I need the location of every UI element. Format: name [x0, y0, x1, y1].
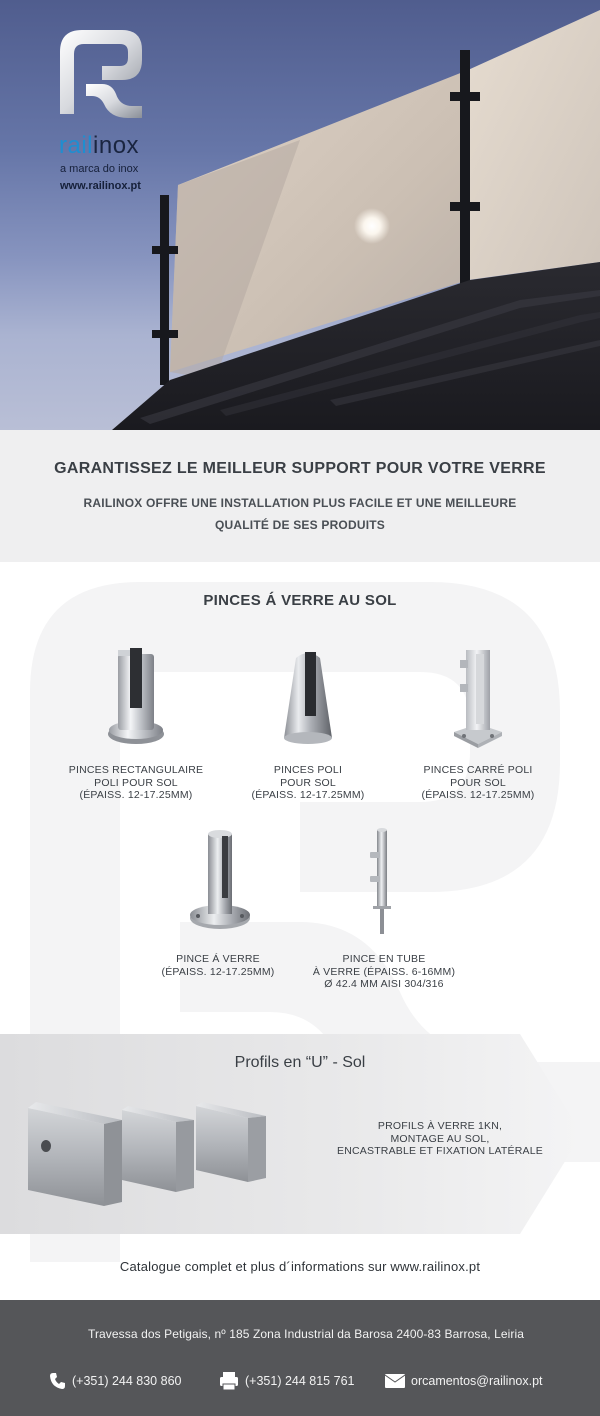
footer-email-address: orcamentos@railinox.pt	[411, 1374, 543, 1388]
profils-band	[0, 1034, 600, 1234]
catalogue-info-link[interactable]: Catalogue complet et plus d´informations sur www.railinox.pt	[119, 1259, 481, 1274]
brand-name-part2: inox	[93, 132, 140, 159]
footer-phone[interactable]	[50, 1371, 181, 1391]
footer-email[interactable]	[385, 1371, 543, 1391]
headline-band	[0, 430, 600, 562]
profils-u-channel-image	[26, 1098, 276, 1210]
fax-icon	[219, 1371, 239, 1391]
product-label-glass-clamp: PINCE Á VERRE (ÉPAISS. 12-17.25MM)	[161, 953, 275, 978]
footer-address: Travessa dos Petigais, nº 185 Zona Industrial da Barosa 2400-83 Barrosa, Leiria	[87, 1327, 525, 1341]
brand-tagline: a marca do inox	[60, 163, 139, 175]
product-image-glass-clamp	[188, 828, 252, 932]
product-label-rectangular-clamp: PINCES RECTANGULAIRE POLI POUR SOL (ÉPAISS. 12-17.25MM)	[68, 764, 204, 801]
product-label-tube-clamp: PINCE EN TUBE À VERRE (ÉPAISS. 6-16MM) Ø 42.4 MM AISI 304/316	[312, 953, 456, 990]
profils-description: PROFILS À VERRE 1KN, MONTAGE AU SOL, ENCASTRABLE ET FIXATION LATÉRALE	[337, 1120, 543, 1157]
hero-banner	[0, 0, 600, 430]
brand-website-link[interactable]: www.railinox.pt	[60, 180, 141, 192]
product-label-polished-clamp: PINCES POLI POUR SOL (ÉPAISS. 12-17.25MM)	[251, 764, 365, 801]
profils-title: Profils en “U” - Sol	[234, 1054, 366, 1071]
footer-phone-number: (+351) 244 830 860	[72, 1374, 182, 1388]
railinox-logo-mark	[52, 26, 148, 118]
product-image-tube-clamp	[368, 826, 396, 938]
headline-subtitle: RAILINOX OFFRE UNE INSTALLATION PLUS FACILE ET UNE MEILLEURE QUALITÉ DE SES PRODUITS	[83, 496, 517, 532]
footer-fax-number: (+351) 244 815 761	[245, 1374, 355, 1388]
brand-name-part1: rail	[59, 132, 94, 159]
email-icon	[385, 1374, 405, 1388]
footer-fax[interactable]	[219, 1371, 354, 1391]
brand-name	[59, 132, 139, 160]
headline-title: GARANTISSEZ LE MEILLEUR SUPPORT POUR VOTRE VERRE	[54, 460, 546, 477]
product-image-rectangular-clamp	[104, 642, 168, 746]
products-section-title: PINCES Á VERRE AU SOL	[203, 592, 397, 609]
product-label-square-clamp: PINCES CARRÉ POLI POUR SOL (ÉPAISS. 12-17.25MM)	[421, 764, 535, 801]
phone-icon	[50, 1372, 66, 1390]
footer	[0, 1300, 600, 1416]
product-image-polished-clamp	[280, 648, 336, 746]
product-image-square-clamp	[452, 646, 504, 748]
